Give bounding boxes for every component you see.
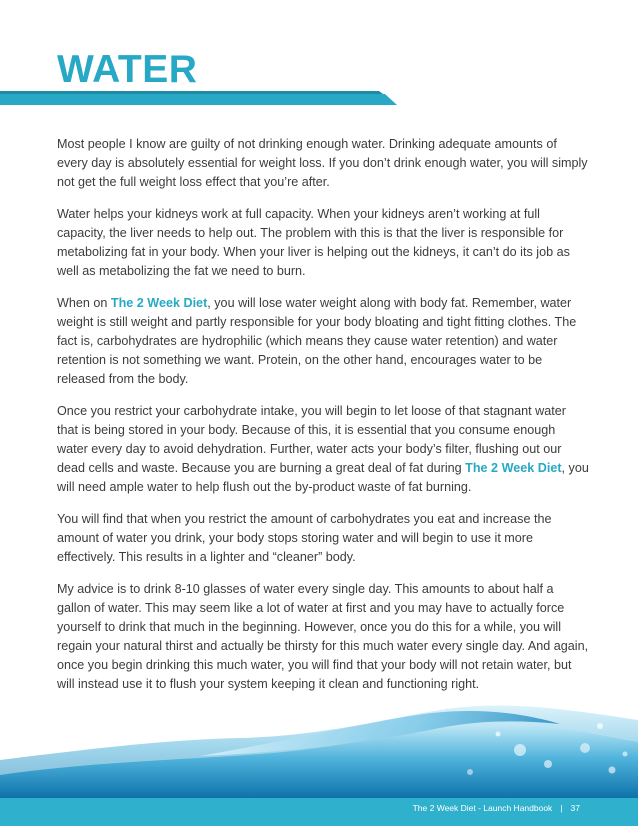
paragraph-4-rest: , you will need ample water to help flush out the by-product waste of fat burning.	[57, 461, 589, 494]
paragraph-3-rest: , you will lose water weight along with body fat. Remember, water weight is still weight and partly responsible for your body bloating and tight fitting clothes. The fact is, carbohydrates are hydrophilic (which means they cause water retention) and water retention is not something we want. Protein, on the other hand, encourages water to be released from the body.	[57, 296, 577, 386]
footer-page-number: 37	[570, 803, 580, 813]
paragraph-2: Water helps your kidneys work at full capacity. When your kidneys aren’t working at full capacity, the liver needs to help out. The problem with this is that the liver is responsible for metabolizing fat in your body. When your liver is helping out the kidneys, it can’t do its job as well as metabolizing the fat we need to burn.	[57, 207, 570, 278]
paragraph-3	[57, 294, 589, 389]
brand-name: The 2 Week Diet	[110, 296, 208, 310]
water-splash-illustration	[0, 690, 638, 800]
paragraph-4	[57, 402, 589, 497]
paragraph-6: My advice is to drink 8-10 glasses of water every single day. This amounts to about half a gallon of water. This may seem like a lot of water at first and you may have to actually force yourself to drink that much in the beginning. However, once you do this for a while, you will regain your natural thirst and actually be thirsty for this much water every single day. And again, once you begin drinking this much water, you will find that your body will not retain water, but will instead use it to flush your system keeping it clean and functioning right.	[57, 582, 589, 691]
paragraph-3-lead: When on	[57, 296, 111, 310]
bubble	[467, 769, 473, 775]
bubble	[597, 723, 603, 729]
title-underline	[0, 91, 410, 105]
paragraph-1: Most people I know are guilty of not drinking enough water. Drinking adequate amounts of every day is absolutely essential for weight loss. If you don’t drink enough water, you will simply not get the full weight loss effect that you’re after.	[57, 137, 588, 189]
footer-book-title: The 2 Week Diet - Launch Handbook	[412, 803, 553, 813]
article-body	[57, 135, 589, 707]
page-title: WATER	[57, 48, 198, 91]
bubble	[623, 752, 628, 757]
title-underline-accent	[0, 91, 383, 94]
paragraph-5: You will find that when you restrict the amount of carbohydrates you eat and increase the amount of water you drink, your body stops storing water and will begin to use it more effectively. This results in a lighter and “cleaner” body.	[57, 512, 552, 564]
footer	[413, 802, 580, 814]
bubble	[514, 744, 526, 756]
brand-name: The 2 Week Diet	[465, 461, 562, 475]
footer-separator: |	[560, 803, 563, 813]
bubble	[496, 732, 501, 737]
title-underline-bar	[0, 94, 397, 105]
bubble	[580, 743, 590, 753]
bubble	[544, 760, 552, 768]
bubble	[609, 767, 616, 774]
paragraph-4-lead: Once you restrict your carbohydrate intake, you will begin to let loose of that stagnant water that is being stored in your body. Because of this, it is essential that you consume enough water every day to avoid dehydration. Further, water acts your body’s filter, flushing out our dead cells and waste. Because you are burning a great deal of fat during	[57, 404, 566, 475]
